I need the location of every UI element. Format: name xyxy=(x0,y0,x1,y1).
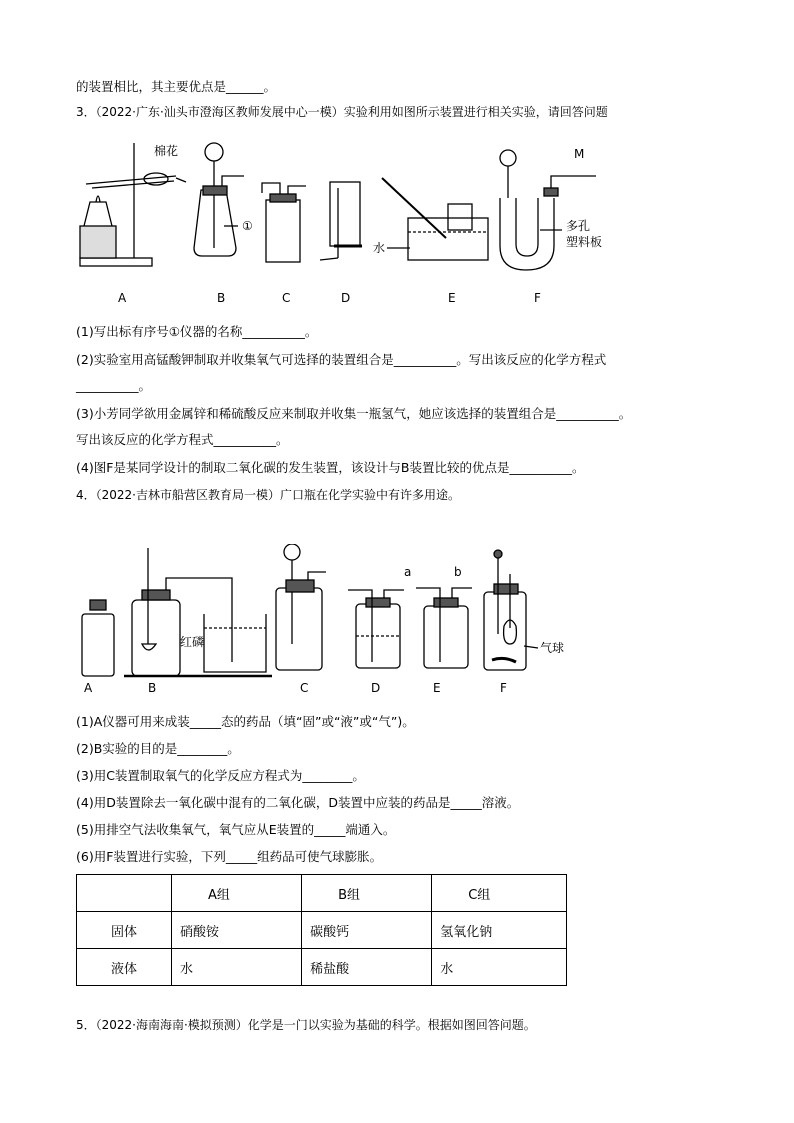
m-label: M xyxy=(574,147,585,161)
fig1-label-E: E xyxy=(448,291,456,305)
question-3-2: (2)实验室用高锰酸钾制取并收集氧气可选择的装置组合是__________。写出该反应的化学方程式 xyxy=(76,352,607,367)
fig2-label-C: C xyxy=(300,681,309,695)
question-5-title: 5．（2022·海南海南·模拟预测）化学是一门以实验为基础的科学。根据如图回答问题。 xyxy=(76,1018,536,1032)
question-4-4: (4)用D装置除去一氧化碳中混有的二氧化碳，D装置中应装的药品是_____溶液。 xyxy=(76,795,520,810)
question-3-2b: __________。 xyxy=(76,378,152,393)
fig2-label-A: A xyxy=(84,681,93,695)
fig1-label-C: C xyxy=(282,291,291,305)
table-cell: 液体 xyxy=(77,949,172,986)
question-4-6: (6)用F装置进行实验，下列_____组药品可使气球膨胀。 xyxy=(76,849,383,864)
table-cell: 固体 xyxy=(77,912,172,949)
question-3-1: (1)写出标有序号①仪器的名称__________。 xyxy=(76,324,318,339)
red-p-label: 红磷 xyxy=(180,635,205,649)
fig1-label-F: F xyxy=(534,291,541,305)
e-port-a: a xyxy=(404,565,412,579)
question-4-3: (3)用C装置制取氧气的化学反应方程式为________。 xyxy=(76,768,365,783)
question-4-title: 4．（2022·吉林市船营区教育局一模）广口瓶在化学实验中有许多用途。 xyxy=(76,488,460,502)
question-4-5: (5)用排空气法收集氧气，氧气应从E装置的_____端通入。 xyxy=(76,822,396,837)
table-header-cell: B组 xyxy=(302,875,432,912)
fig2-label-B: B xyxy=(148,681,157,695)
cotton-label: 棉花 xyxy=(154,144,179,158)
circle-1-label: ① xyxy=(242,219,253,233)
table-cell: 硝酸铵 xyxy=(172,912,302,949)
reagent-table xyxy=(76,874,567,986)
question-3-3b: 写出该反应的化学方程式__________。 xyxy=(76,432,289,447)
table-header-cell: A组 xyxy=(172,875,302,912)
question-3-4: (4)图F是某同学设计的制取二氧化碳的发生装置，该设计与B装置比较的优点是__________。 xyxy=(76,460,585,475)
fig2-label-F: F xyxy=(500,681,507,695)
text-line: 的装置相比，其主要优点是______。 xyxy=(76,79,277,94)
question-3-title: 3．（2022·广东·汕头市澄海区教师发展中心一模）实验利用如图所示装置进行相关实验，请回答问题 xyxy=(76,105,608,119)
table-cell: 碳酸钙 xyxy=(302,912,432,949)
apparatus-figure-2 xyxy=(76,544,596,700)
porous-label-2: 塑料板 xyxy=(566,235,603,249)
question-4-2: (2)B实验的目的是________。 xyxy=(76,741,240,756)
table-row xyxy=(77,912,567,949)
e-port-b: b xyxy=(454,565,462,579)
table-row xyxy=(77,949,567,986)
fig1-label-D: D xyxy=(341,291,351,305)
apparatus-figure-1 xyxy=(76,138,636,310)
table-header-cell: C组 xyxy=(432,875,567,912)
water-label: 水 xyxy=(373,241,386,255)
table-header-row xyxy=(77,875,567,912)
balloon-label: 气球 xyxy=(540,641,565,655)
question-4-1: (1)A仪器可用来成装_____态的药品（填“固”或“液”或“气”)。 xyxy=(76,714,415,729)
table-cell: 稀盐酸 xyxy=(302,949,432,986)
table-cell: 氢氧化钠 xyxy=(432,912,567,949)
fig1-label-B: B xyxy=(217,291,226,305)
table-cell: 水 xyxy=(172,949,302,986)
table-header-cell xyxy=(77,875,172,912)
fig2-label-E: E xyxy=(433,681,441,695)
question-3-3: (3)小芳同学欲用金属锌和稀硫酸反应来制取并收集一瓶氢气，她应该选择的装置组合是__________。 xyxy=(76,406,632,421)
fig1-label-A: A xyxy=(118,291,127,305)
table-cell: 水 xyxy=(432,949,567,986)
porous-label-1: 多孔 xyxy=(566,219,591,233)
fig2-label-D: D xyxy=(371,681,381,695)
